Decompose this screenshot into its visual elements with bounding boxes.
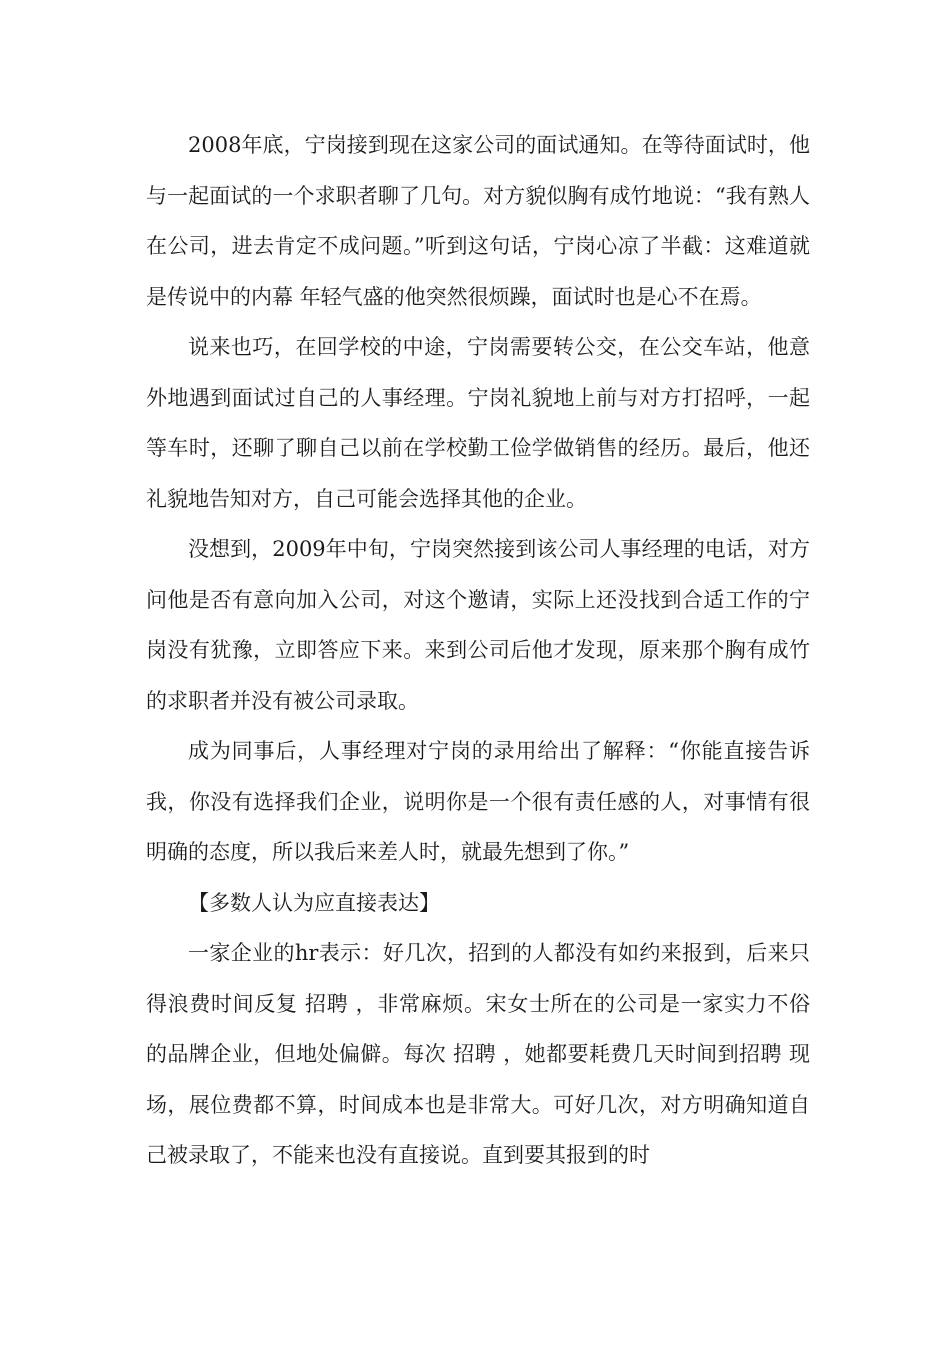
document-body bbox=[146, 120, 810, 1181]
paragraph-hr-statement: 一家企业的hr表示：好几次，招到的人都没有如约来报到，后来只得浪费时间反复 招聘 ，非常麻烦。宋女士所在的公司是一家实力不俗的品牌企业，但地处偏僻。每次 招聘 ，她都要耗费几天时间到招聘 现场，展位费都不算，时间成本也是非常大。可好几次，对方明确知道自己被录取了，不能来也没有直接说。直到要其报到的时 bbox=[146, 941, 810, 1167]
paragraph-explanation: 成为同事后，人事经理对宁岗的录用给出了解释：“你能直接告诉我，你没有选择我们企业，说明你是一个很有责任感的人，对事情有很明确的态度，所以我后来差人时，就最先想到了你。” bbox=[146, 739, 810, 864]
paragraph-interview-notice: 2008年底，宁岗接到现在这家公司的面试通知。在等待面试时，他与一起面试的一个求职者聊了几句。对方貌似胸有成竹地说：“我有熟人在公司，进去肯定不成问题。”听到这句话，宁岗心凉了半截：这难道就是传说中的内幕 年轻气盛的他突然很烦躁，面试时也是心不在焉。 bbox=[146, 133, 810, 309]
section-heading: 【多数人认为应直接表达】 bbox=[188, 890, 440, 915]
paragraph-bus-station: 说来也巧，在回学校的中途，宁岗需要转公交，在公交车站，他意外地遇到面试过自己的人事经理。宁岗礼貌地上前与对方打招呼，一起等车时，还聊了聊自己以前在学校勤工俭学做销售的经历。最后，他还礼貌地告知对方，自己可能会选择其他的企业。 bbox=[146, 335, 810, 511]
paragraph-job-offer: 没想到，2009年中旬，宁岗突然接到该公司人事经理的电话，对方问他是否有意向加入公司，对这个邀请，实际上还没找到合适工作的宁岗没有犹豫，立即答应下来。来到公司后他才发现，原来那个胸有成竹的求职者并没有被公司录取。 bbox=[146, 537, 810, 713]
